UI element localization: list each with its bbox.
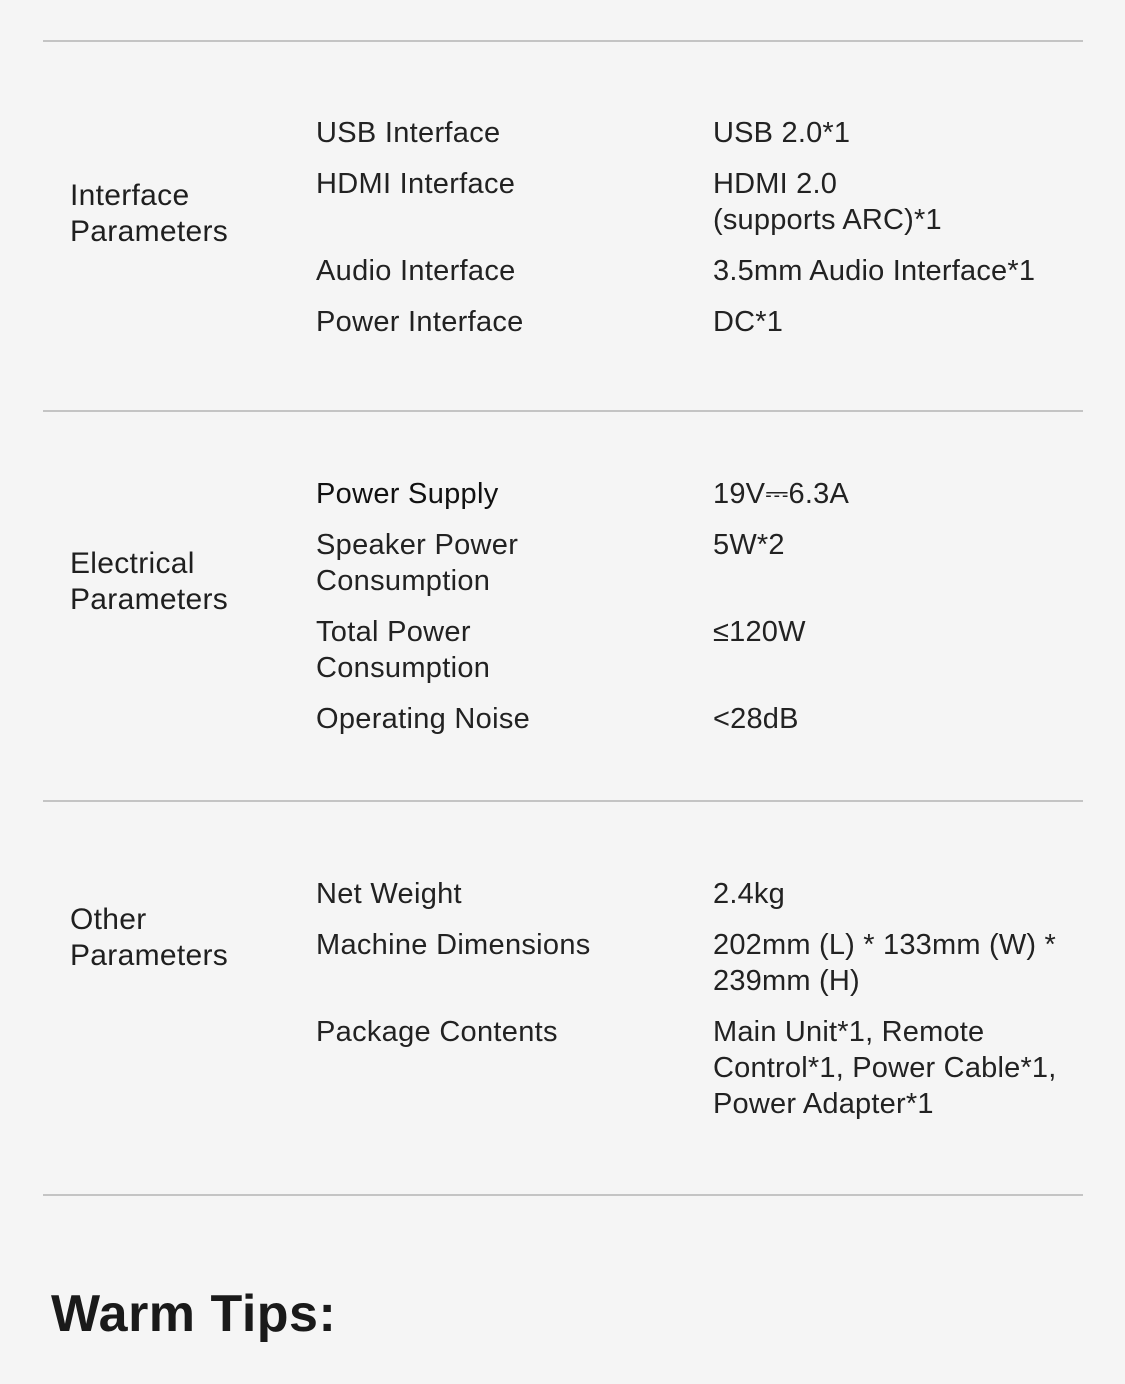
spec-label: Power Interface bbox=[316, 306, 524, 338]
spec-row bbox=[316, 1014, 1096, 1122]
spec-rows bbox=[316, 876, 1096, 1137]
spec-label: Machine Dimensions bbox=[316, 929, 591, 961]
section-divider bbox=[43, 800, 1083, 802]
spec-value: Main Unit*1, Remote Control*1, Power Cable*1, Power Adapter*1 bbox=[713, 1016, 1057, 1120]
spec-value: HDMI 2.0 (supports ARC)*1 bbox=[713, 168, 942, 236]
spec-row bbox=[316, 253, 1096, 289]
spec-label: Speaker Power Consumption bbox=[316, 529, 519, 597]
spec-value: ≤120W bbox=[713, 616, 806, 648]
spec-rows bbox=[316, 476, 1096, 752]
spec-row bbox=[316, 876, 1096, 912]
section-divider bbox=[43, 410, 1083, 412]
spec-value: USB 2.0*1 bbox=[713, 117, 851, 149]
spec-row bbox=[316, 304, 1096, 340]
spec-value: <28dB bbox=[713, 703, 799, 735]
spec-value: 3.5mm Audio Interface*1 bbox=[713, 255, 1036, 287]
warm-tips-heading: Warm Tips: bbox=[51, 1285, 337, 1343]
spec-label: Total Power Consumption bbox=[316, 616, 491, 684]
spec-label: HDMI Interface bbox=[316, 168, 516, 200]
section-title: Other Parameters bbox=[70, 903, 229, 972]
section-title: Electrical Parameters bbox=[70, 547, 229, 616]
spec-row bbox=[316, 614, 1096, 686]
spec-value: DC*1 bbox=[713, 306, 784, 338]
spec-row bbox=[316, 166, 1096, 238]
spec-row bbox=[316, 115, 1096, 151]
spec-row bbox=[316, 527, 1096, 599]
section-divider bbox=[43, 40, 1083, 42]
spec-label: USB Interface bbox=[316, 117, 501, 149]
spec-row bbox=[316, 701, 1096, 737]
spec-label: Net Weight bbox=[316, 878, 462, 910]
spec-label: Power Supply bbox=[316, 478, 499, 510]
spec-label: Operating Noise bbox=[316, 703, 531, 735]
section-title: Interface Parameters bbox=[70, 179, 229, 248]
spec-row bbox=[316, 476, 1096, 512]
spec-value: 202mm (L) * 133mm (W) * 239mm (H) bbox=[713, 929, 1056, 997]
spec-value: 5W*2 bbox=[713, 529, 785, 561]
spec-row bbox=[316, 927, 1096, 999]
section-divider bbox=[43, 1194, 1083, 1196]
spec-label: Audio Interface bbox=[316, 255, 516, 287]
spec-value: 2.4kg bbox=[713, 878, 785, 910]
spec-value: 19V⎓6.3A bbox=[713, 478, 849, 510]
spec-rows bbox=[316, 115, 1096, 355]
spec-label: Package Contents bbox=[316, 1016, 558, 1048]
